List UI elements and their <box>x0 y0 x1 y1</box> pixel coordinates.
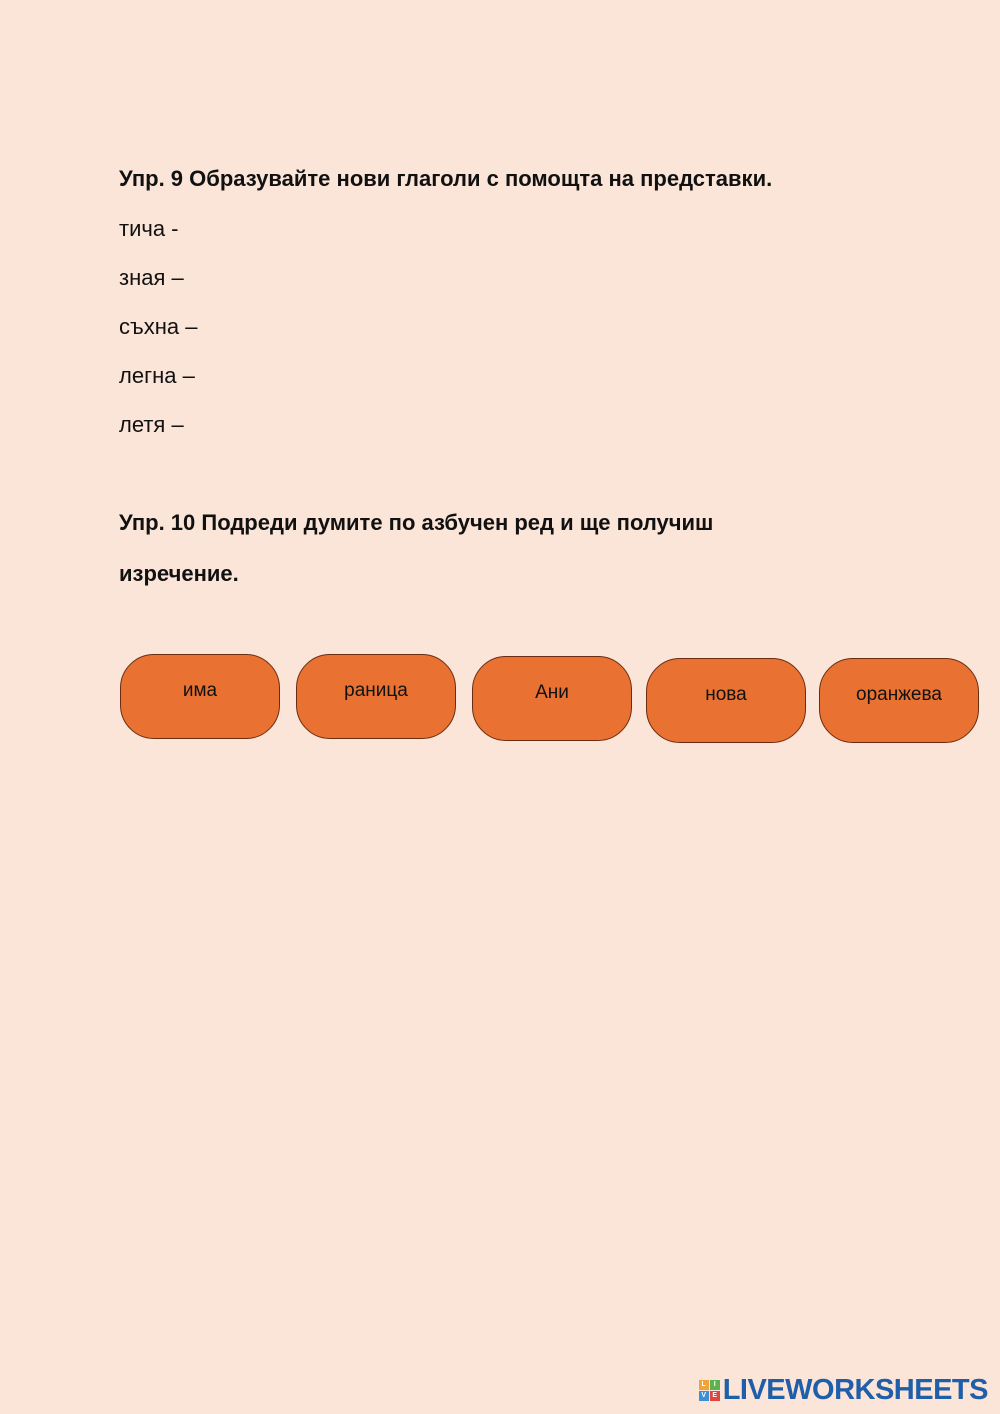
word-card-oranzheva[interactable]: оранжева <box>819 658 979 743</box>
logo-mark-icon <box>699 1380 720 1401</box>
verb-list <box>119 215 197 460</box>
verb-item: тича - <box>119 216 179 241</box>
logo-mark-letter: I <box>710 1380 720 1390</box>
logo-mark-letter: L <box>699 1380 709 1390</box>
exercise-10-title-continued: изречение. <box>119 561 239 586</box>
logo-mark-letter: E <box>710 1391 720 1401</box>
liveworksheets-logo <box>699 1374 988 1407</box>
word-card-ani[interactable]: Ани <box>472 656 632 741</box>
logo-text: LIVEWORKSHEETS <box>722 1374 988 1406</box>
verb-item: легна – <box>119 363 195 388</box>
word-card-nova[interactable]: нова <box>646 658 806 743</box>
exercise-10-title: Упр. 10 Подреди думите по азбучен ред и ще получиш <box>119 510 714 535</box>
verb-item: зная – <box>119 265 184 290</box>
exercise-9-title: Упр. 9 Образувайте нови глаголи с помощта на представки. <box>119 166 773 191</box>
verb-item: летя – <box>119 412 184 437</box>
logo-mark-letter: V <box>699 1391 709 1401</box>
word-card-ranitsa[interactable]: раница <box>296 654 456 739</box>
word-card-ima[interactable]: има <box>120 654 280 739</box>
verb-item: съхна – <box>119 314 198 339</box>
